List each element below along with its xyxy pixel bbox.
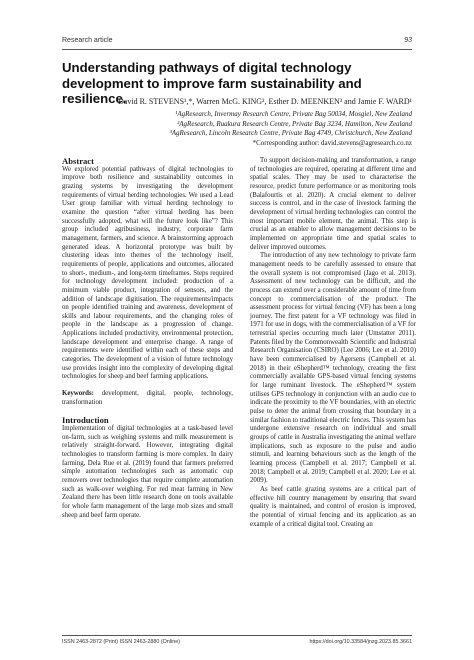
paper-title: Understanding pathways of digital technology development to improve farm sustainability and resilience. [62,60,362,106]
introduction-text: Implementation of digital technologies at a task-based level on-farm, such as weighing systems and milk measurement is relatively straight-forward. However, integrating digital technologies to transform farming is more complex. In dairy farming, Dela Rue et al. (2019) found that farmers preferred simple automation technologies such as automatic cup removers over technologies that require complete automation such as walk-over weighing. For red meat farming in New Zealand there has been little research done on tools available for whole farm management of the large mob sizes and small sheep and beef farm operate. [62,425,233,519]
keywords-label: Keywords: [62,390,94,398]
affiliation-3: ³AgResearch, Lincoln Research Centre, Private Bag 4749, Christchurch, New Zealand [169,129,412,138]
corresponding-author: *Corresponding author: david.stevens@agresearch.co.nz [252,139,412,148]
footer-issn: ISSN 2463-2872 (Print) ISSN 2463-2880 (Online) [62,639,181,645]
running-header [62,37,412,49]
section-label: Research article [62,37,113,44]
keywords [62,390,233,407]
paragraph-decision-making: To support decision-making and transformation, a range of technologies are required, operating at different time and spatial scales. They may be used to characterise the resource, predict future performance or as monitoring tools (Balafourtis et al. 2020). A crucial element to deliver success is control, and in the case of livestock farming the development of virtual herding technologies can control the most important mobile element, the animal. This step is crucial as an enabler to allow management decisions to be implemented on appropriate time and spatial scales to deliver improved outcomes. [250,157,416,251]
introduction-heading: Introduction [62,415,109,426]
footer-rule [62,635,412,636]
affiliation-1: ¹AgResearch, Invermay Research Centre, Private Bag 50034, Mosgiel, New Zealand [175,110,412,118]
keywords-text: development, digital, people, technology, transformation [62,390,233,406]
paragraph-beef-cattle: As beef cattle grazing systems are a critical part of effective hill country management by ensuring that sward quality is maintained, and control of erosion is improved, the potential of virtual fencing and its application as an example of a critical digital tool. Creating an [250,485,416,528]
header-rule [62,49,412,50]
left-column [62,157,233,520]
affiliation-2: ²AgResearch, Ruakura Research Centre, Private Bag 3234, Hamilton, New Zealand [177,119,412,128]
affiliations [170,110,412,149]
author-list: David R. STEVENS¹,*, Warren McG. KING², Esther D. MEENKEN³ and Jamie F. WARD¹ [118,97,412,106]
abstract-heading: Abstract [62,156,94,166]
page-number: 93 [404,37,412,44]
paragraph-new-technology: The introduction of any new technology to private farm management needs to be carefully assessed to ensure that the overall system is not compromised (Jago et al. 2013). Assessment of new technology can be difficult, and the process can extend over a considerable amount of time from concept to commercialisation of the product. The assessment process for virtual fencing (VF) has been a long journey. The first patent for a VF technology was filed in 1971 for use in dogs, with the commercialisation of a VF for terrestrial species occurring much later (Umstatter 2011). Patents filed by the Commonwealth Scientific and Industrial Research Organisation (CSIRO) (Lee 2006; Lee et al. 2010) have been commercialised by Agersens (Campbell et al. 2018) in their eShepherd™ technology, creating the first commercially available GPS-based virtual fencing systems for large ruminant livestock. The eShepherd™ system utilises GPS technology in conjunction with an audio cue to indicate the proximity to the VF boundaries, with an electric pulse to deter the animal from crossing that boundary in a similar fashion to traditional electric fences. This system has undergone extensive research on individual and small groups of cattle in Australia investigating the animal welfare implications, such as exposure to the pulse and audio stimuli, and learning behaviours such as the length of the learning process (Campbell et al. 2017; Campbell et al. 2018; Campbell et al. 2019; Campbell et al. 2020; Lee et al. 2009). [250,252,416,485]
abstract-text: We explored potential pathways of digital technologies to improve both resilience and sustainability outcomes in grazing systems by investigating the development requirements of virtual herding technologies. We used a Lead User group familiar with virtual herding technology to examine the question “after virtual herding has been successfully adopted, what will the future look like”? This group included agribusiness, industry, corporate farm management, farmers, and science. A brainstorming approach generated ideas. A horizontal prototype was built by clustering ideas into themes of the technology itself, requirements of people, applications and outcomes, allocated to short-, medium-, and long-term timeframes. Steps required for technology development included: production of a minimum viable product, integration of sensors, and the addition of landscape digitisation. The requirements/impacts on people identified training and awareness, development of skills and labour requirements, and the changing roles of people in the landscape as a progression of change. Applications included productivity, environmental protection, landscape development and enterprise change. A range of requirements were identified within each of these steps and categories. The development of a vision of future technology use provides insight into the complexity of developing digital technologies for sheep and beef farming applications. [62,165,233,381]
footer-doi[interactable]: https://doi.org/10.33584/jnzg.2023.85.3661 [309,639,412,645]
right-column [250,157,416,529]
